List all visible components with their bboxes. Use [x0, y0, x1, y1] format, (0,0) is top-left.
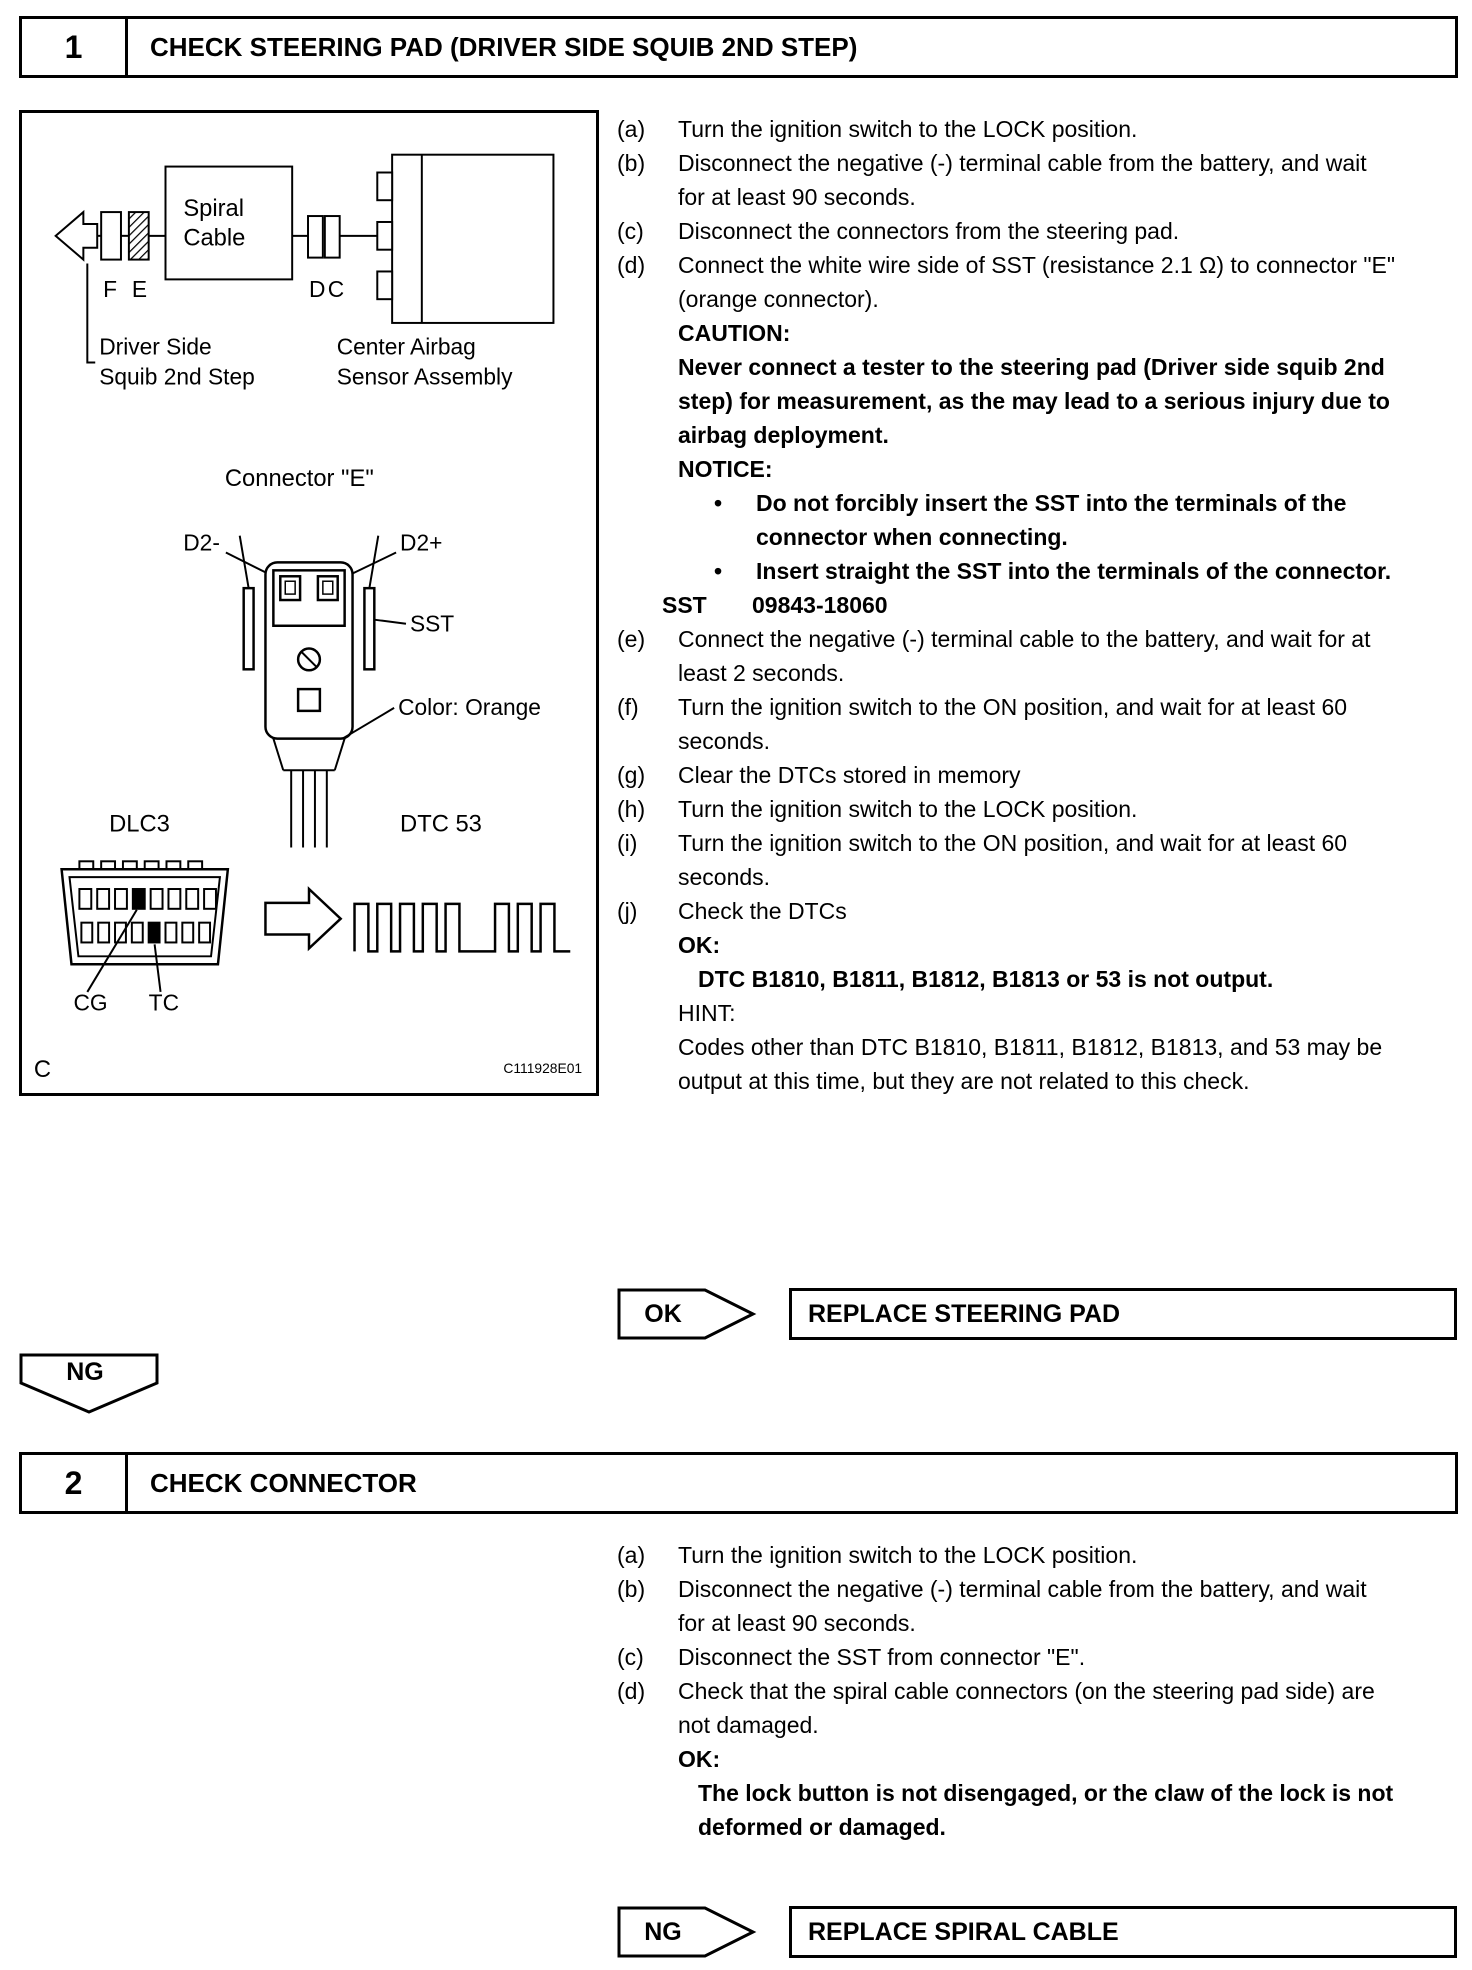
- instruction-label: (c): [617, 218, 644, 244]
- terminal-e-label: E: [131, 276, 148, 303]
- step-2-header: [19, 1452, 1458, 1514]
- instruction-text: Clear the DTCs stored in memory: [678, 762, 1021, 788]
- instruction-row: [617, 1538, 1398, 1572]
- instruction-row: [617, 928, 1398, 962]
- instruction-text: Turn the ignition switch to the LOCK position.: [678, 796, 1138, 822]
- instruction-text: • Do not forcibly insert the SST into the terminals of the connector when connecting.: [678, 486, 1398, 554]
- cg-label: CG: [73, 989, 108, 1016]
- step-1-result: [617, 1288, 1457, 1340]
- instruction-row: [617, 1572, 1398, 1640]
- figure-panel: [19, 110, 599, 1096]
- instruction-row: [617, 112, 1398, 146]
- instruction-row: [617, 214, 1398, 248]
- instruction-text: Turn the ignition switch to the ON position, and wait for at least 60 seconds.: [678, 694, 1348, 754]
- instruction-label: (i): [617, 830, 638, 856]
- instruction-label: SST: [662, 592, 707, 618]
- instruction-label: (a): [617, 116, 646, 142]
- connector-e-title: Connector "E": [224, 465, 374, 493]
- dlc3-outline: [62, 869, 228, 964]
- driver-side-leader-line: [87, 264, 95, 363]
- driver-side-label-line1: Driver Side: [99, 333, 212, 360]
- airbag-label-line1: Center Airbag: [336, 333, 476, 360]
- instruction-text: Connect the white wire side of SST (resistance 2.1 Ω) to connector "E" (orange connector).: [678, 252, 1396, 312]
- instruction-text: • Insert straight the SST into the terminals of the connector.: [678, 554, 1398, 588]
- instruction-row: [617, 622, 1398, 690]
- instruction-row: [617, 1742, 1398, 1776]
- dtc53-waveform: [355, 904, 571, 952]
- instruction-row: [617, 996, 1398, 1030]
- instruction-text: HINT:: [678, 1000, 736, 1026]
- step-2-title: CHECK CONNECTOR: [150, 1467, 417, 1498]
- terminal-e: [129, 212, 149, 260]
- instruction-label: (b): [617, 1576, 646, 1602]
- instruction-row: [617, 316, 1398, 350]
- instruction-row: [617, 486, 1398, 554]
- dlc3-connector-drawing: [62, 861, 571, 992]
- step-2-action-box: REPLACE SPIRAL CABLE: [789, 1906, 1457, 1958]
- sst-probe-right: [364, 588, 374, 669]
- airbag-sensor-assembly-box: [392, 155, 553, 323]
- figure-corner-mark: C: [33, 1056, 52, 1084]
- squib-plug-icon: [56, 212, 98, 260]
- instruction-row: [617, 826, 1398, 894]
- arrow-right-icon: [265, 889, 340, 948]
- instruction-row: [617, 146, 1398, 214]
- instruction-text: DTC B1810, B1811, B1812, B1813 or 53 is not output.: [698, 966, 1274, 992]
- instruction-row: [617, 758, 1398, 792]
- terminal-f-label: F: [103, 276, 118, 303]
- step-1-instructions: [617, 112, 1398, 1098]
- instruction-row: [617, 588, 1398, 622]
- dtc53-label: DTC 53: [400, 810, 482, 838]
- tc-label: TC: [148, 989, 180, 1016]
- instruction-row: [617, 894, 1398, 928]
- ng-arrow-badge: [617, 1906, 757, 1958]
- instruction-text: NOTICE:: [678, 456, 773, 482]
- instruction-label: (e): [617, 626, 646, 652]
- instruction-row: [617, 1776, 1398, 1844]
- wiring-diagram: [22, 113, 596, 1093]
- step-2-instructions: [617, 1538, 1398, 1844]
- instruction-label: (g): [617, 762, 646, 788]
- instruction-row: [617, 554, 1398, 588]
- instruction-row: [617, 1674, 1398, 1742]
- instruction-text: Disconnect the negative (-) terminal cable from the battery, and wait for at least 90 seconds.: [678, 1576, 1367, 1636]
- instruction-label: (j): [617, 898, 638, 924]
- airbag-label-line2: Sensor Assembly: [336, 363, 513, 390]
- step-1-header: [19, 16, 1458, 78]
- ng-down-arrow: [19, 1353, 159, 1415]
- instruction-row: [617, 1030, 1398, 1098]
- spiral-cable-label-line2: Cable: [183, 224, 246, 252]
- instruction-text: Disconnect the negative (-) terminal cable from the battery, and wait for at least 90 seconds.: [678, 150, 1367, 210]
- dlc3-label: DLC3: [109, 810, 170, 838]
- step-1-action-box: REPLACE STEERING PAD: [789, 1288, 1457, 1340]
- instruction-row: [617, 248, 1398, 316]
- terminal-f: [101, 212, 121, 260]
- instruction-label: (d): [617, 252, 646, 278]
- tc-pin: [149, 923, 160, 943]
- sst-leader-line: [375, 620, 406, 624]
- instruction-text: Codes other than DTC B1810, B1811, B1812, B1813, and 53 may be output at this time, but they are not related to this check.: [678, 1034, 1383, 1094]
- instruction-text: Check that the spiral cable connectors (on the steering pad side) are not damaged.: [678, 1678, 1375, 1738]
- instruction-label: (d): [617, 1678, 646, 1704]
- instruction-row: [617, 962, 1398, 996]
- instruction-text: The lock button is not disengaged, or the claw of the lock is not deformed or damaged.: [698, 1780, 1394, 1840]
- spiral-cable-box: [166, 167, 293, 280]
- sst-label: SST: [409, 610, 455, 637]
- ok-arrow-badge: [617, 1288, 757, 1340]
- instruction-text: Check the DTCs: [678, 898, 847, 924]
- instruction-label: (f): [617, 694, 639, 720]
- connector-e-body: [265, 562, 352, 738]
- spiral-cable-label-line1: Spiral: [183, 195, 245, 223]
- connector-d: [308, 216, 323, 258]
- cg-pin: [133, 889, 145, 909]
- instruction-row: [617, 792, 1398, 826]
- squib-circuit-schematic: [56, 155, 554, 363]
- instruction-row: [617, 452, 1398, 486]
- d2-plus-label: D2+: [400, 529, 443, 556]
- instruction-row: [617, 350, 1398, 452]
- color-orange-label: Color: Orange: [398, 693, 541, 720]
- connector-c: [325, 216, 340, 258]
- step-1-number: 1: [22, 19, 128, 75]
- instruction-label: (h): [617, 796, 646, 822]
- instruction-label: (a): [617, 1542, 646, 1568]
- instruction-text: Disconnect the SST from connector "E".: [678, 1644, 1086, 1670]
- instruction-text: Never connect a tester to the steering pad (Driver side squib 2nd step) for measurement, as the may lead to a serious injury due to airbag deployment.: [678, 354, 1390, 448]
- ng-badge-label: NG: [644, 1918, 682, 1946]
- step-2-number: 2: [22, 1455, 128, 1511]
- instruction-text: Turn the ignition switch to the LOCK position.: [678, 1542, 1138, 1568]
- figure-id: C111928E01: [503, 1060, 583, 1077]
- connector-c-label: C: [327, 276, 345, 303]
- instruction-row: [617, 690, 1398, 758]
- instruction-text: OK:: [678, 1746, 721, 1772]
- instruction-text: Turn the ignition switch to the ON position, and wait for at least 60 seconds.: [678, 830, 1348, 890]
- ng-flow-label: NG: [66, 1358, 104, 1386]
- instruction-row: [617, 1640, 1398, 1674]
- driver-side-label-line2: Squib 2nd Step: [99, 363, 255, 390]
- connector-d-label: D: [309, 276, 326, 303]
- connector-e-drawing: [226, 536, 406, 848]
- instruction-text: Disconnect the connectors from the steering pad.: [678, 218, 1180, 244]
- ok-badge-label: OK: [644, 1300, 682, 1328]
- instruction-label: (c): [617, 1644, 644, 1670]
- instruction-text: CAUTION:: [678, 320, 791, 346]
- step-2-result: [617, 1906, 1457, 1958]
- instruction-text: 09843-18060: [752, 592, 888, 618]
- instruction-text: Connect the negative (-) terminal cable to the battery, and wait for at least 2 seconds.: [678, 626, 1371, 686]
- step-1-title: CHECK STEERING PAD (DRIVER SIDE SQUIB 2ND STEP): [150, 31, 858, 62]
- sst-probe-left: [244, 588, 254, 669]
- instruction-text: Turn the ignition switch to the LOCK position.: [678, 116, 1138, 142]
- instruction-label: (b): [617, 150, 646, 176]
- instruction-text: OK:: [678, 932, 721, 958]
- d2-minus-label: D2-: [183, 529, 220, 556]
